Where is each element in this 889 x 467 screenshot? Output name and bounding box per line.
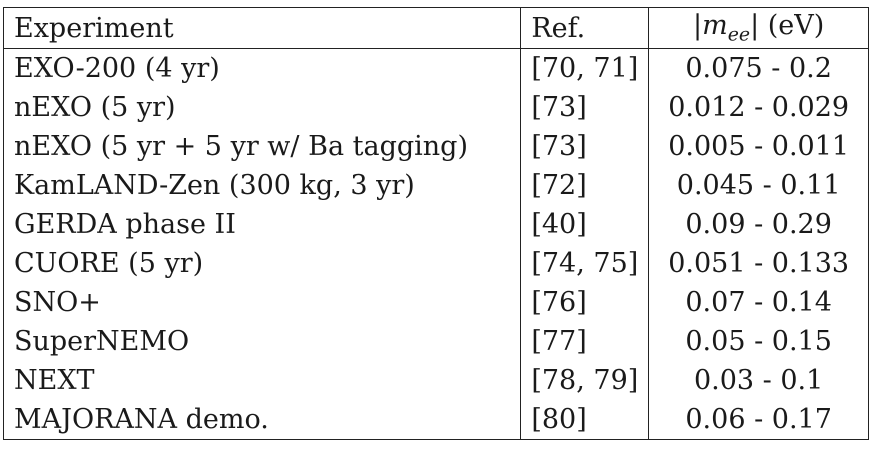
cell-ref: [80] xyxy=(521,400,649,440)
cell-mee: 0.09 - 0.29 xyxy=(649,205,869,244)
cell-mee: 0.005 - 0.011 xyxy=(649,127,869,166)
header-experiment: Experiment xyxy=(4,8,521,49)
cell-ref: [73] xyxy=(521,127,649,166)
table-row xyxy=(4,205,869,244)
table-row xyxy=(4,166,869,205)
table-row xyxy=(4,244,869,283)
header-ref: Ref. xyxy=(521,8,649,49)
table-header-row xyxy=(4,8,869,49)
table-row xyxy=(4,322,869,361)
cell-mee: 0.045 - 0.11 xyxy=(649,166,869,205)
cell-experiment: nEXO (5 yr + 5 yr w/ Ba tagging) xyxy=(4,127,521,166)
cell-mee: 0.07 - 0.14 xyxy=(649,283,869,322)
table-row xyxy=(4,361,869,400)
header-mee xyxy=(649,8,869,49)
table-row xyxy=(4,49,869,89)
cell-experiment: KamLAND-Zen (300 kg, 3 yr) xyxy=(4,166,521,205)
cell-mee: 0.06 - 0.17 xyxy=(649,400,869,440)
cell-ref: [72] xyxy=(521,166,649,205)
cell-experiment: MAJORANA demo. xyxy=(4,400,521,440)
header-mee-formula: $|m_{ee}|$ (eV) xyxy=(692,9,825,46)
cell-experiment: NEXT xyxy=(4,361,521,400)
cell-ref: [78, 79] xyxy=(521,361,649,400)
cell-experiment: EXO-200 (4 yr) xyxy=(4,49,521,89)
table-row xyxy=(4,283,869,322)
cell-mee: 0.051 - 0.133 xyxy=(649,244,869,283)
table-row xyxy=(4,88,869,127)
cell-experiment: CUORE (5 yr) xyxy=(4,244,521,283)
table-row xyxy=(4,127,869,166)
cell-mee: 0.075 - 0.2 xyxy=(649,49,869,89)
table-row xyxy=(4,400,869,440)
cell-ref: [70, 71] xyxy=(521,49,649,89)
cell-experiment: SNO+ xyxy=(4,283,521,322)
cell-experiment: GERDA phase II xyxy=(4,205,521,244)
cell-mee: 0.012 - 0.029 xyxy=(649,88,869,127)
cell-mee: 0.05 - 0.15 xyxy=(649,322,869,361)
cell-experiment: nEXO (5 yr) xyxy=(4,88,521,127)
cell-ref: [73] xyxy=(521,88,649,127)
cell-mee: 0.03 - 0.1 xyxy=(649,361,869,400)
cell-ref: [77] xyxy=(521,322,649,361)
cell-experiment: SuperNEMO xyxy=(4,322,521,361)
cell-ref: [76] xyxy=(521,283,649,322)
sensitivity-table xyxy=(3,7,869,440)
cell-ref: [40] xyxy=(521,205,649,244)
cell-ref: [74, 75] xyxy=(521,244,649,283)
